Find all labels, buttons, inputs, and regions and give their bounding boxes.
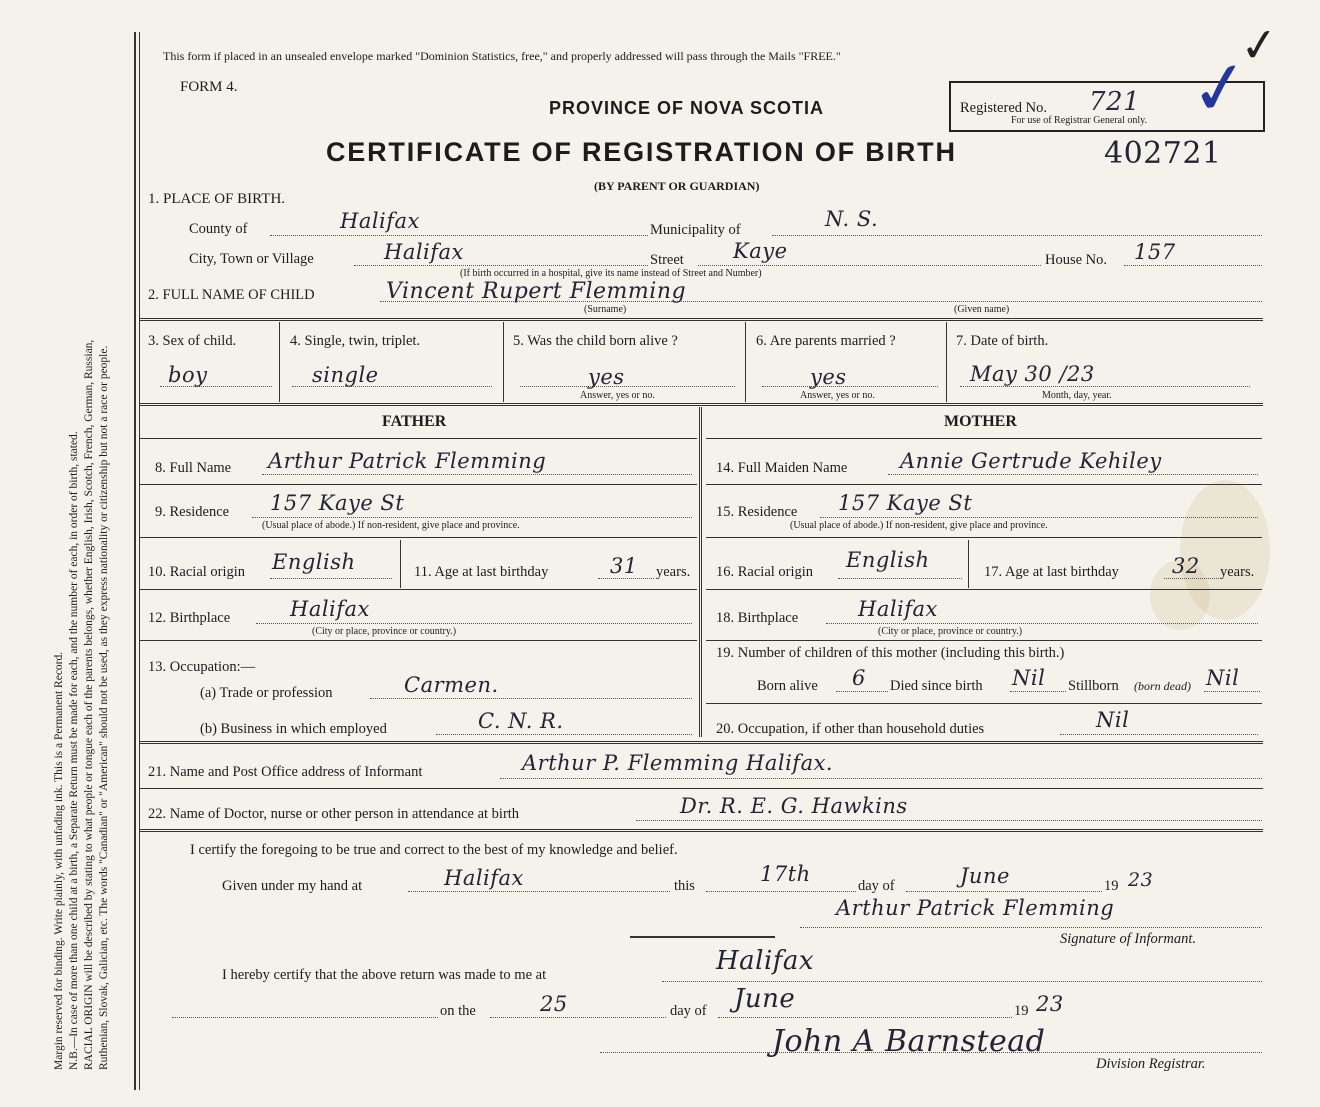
mother-birthplace-note: (City or place, province or country.) bbox=[878, 626, 1023, 637]
registrar-month-value: June bbox=[734, 984, 796, 1014]
single-label: 4. Single, twin, triplet. bbox=[290, 333, 421, 349]
child-name-value: Vincent Rupert Flemming bbox=[386, 279, 687, 304]
given-place-value: Halifax bbox=[444, 866, 524, 890]
margin-note: Ruthenian, Slovak, Galician, etc. The words "Canadian" or "American" should not be used, as they express nationality or citizenship but not a race or people. bbox=[98, 345, 110, 1070]
registrar-year-prefix: 19 bbox=[1014, 1003, 1029, 1019]
form-number: FORM 4. bbox=[180, 79, 238, 95]
surname-note: (Surname) bbox=[584, 304, 627, 315]
municipality-line bbox=[772, 235, 1262, 236]
single-value: single bbox=[312, 363, 379, 387]
binding-margin-line bbox=[134, 32, 136, 1090]
father-birthplace-note: (City or place, province or country.) bbox=[312, 626, 457, 637]
column-divider bbox=[503, 322, 504, 402]
city-label: City, Town or Village bbox=[189, 251, 314, 267]
rule bbox=[139, 484, 697, 485]
registrar-day-line bbox=[490, 1017, 666, 1018]
place-of-birth-label: 1. PLACE OF BIRTH. bbox=[148, 191, 286, 207]
trade-label: (a) Trade or profession bbox=[200, 685, 333, 701]
day-of-label: day of bbox=[858, 878, 895, 894]
born-alive-answer: yes bbox=[588, 365, 625, 389]
informant-signature: Arthur Patrick Flemming bbox=[836, 896, 1115, 920]
rule bbox=[139, 829, 1263, 832]
mother-racial-origin-value: English bbox=[846, 548, 930, 572]
date-of-birth-label: 7. Date of birth. bbox=[956, 333, 1049, 349]
doctor-label: 22. Name of Doctor, nurse or other person in attendance at birth bbox=[148, 806, 520, 822]
business-value: C. N. R. bbox=[478, 709, 564, 733]
father-residence-label: 9. Residence bbox=[155, 504, 230, 520]
father-racial-origin-label: 10. Racial origin bbox=[148, 564, 246, 580]
registrar-place-line bbox=[662, 981, 1262, 982]
year-prefix: 19 bbox=[1104, 878, 1119, 894]
column-divider bbox=[699, 407, 702, 737]
registrar-blank-line bbox=[172, 1017, 438, 1018]
parents-married-label: 6. Are parents married ? bbox=[756, 333, 896, 349]
rule bbox=[139, 788, 1263, 789]
mother-name-line bbox=[888, 474, 1258, 475]
registrar-year-value: 23 bbox=[1036, 992, 1064, 1016]
month-value: June bbox=[960, 864, 1010, 888]
house-number-line bbox=[1124, 265, 1262, 266]
business-line bbox=[436, 734, 692, 735]
father-age-value: 31 bbox=[610, 554, 638, 578]
died-since-birth-value: Nil bbox=[1012, 666, 1046, 690]
column-divider bbox=[400, 540, 401, 588]
father-age-label: 11. Age at last birthday bbox=[414, 564, 549, 580]
informant-label: 21. Name and Post Office address of Informant bbox=[148, 764, 423, 780]
mother-age-value: 32 bbox=[1172, 554, 1200, 578]
registrar-statement: I hereby certify that the above return was made to me at bbox=[222, 967, 547, 983]
pencil-check-icon: ✓ bbox=[1237, 16, 1282, 74]
father-age-unit: years. bbox=[656, 564, 691, 580]
born-alive-count: 6 bbox=[852, 666, 866, 690]
date-of-birth-line bbox=[960, 386, 1250, 387]
mail-note: This form if placed in an unsealed envelope marked "Dominion Statistics, free," and properly addressed will pass through the Mails "FREE." bbox=[163, 49, 841, 63]
rule bbox=[706, 589, 1262, 590]
parents-married-answer: yes bbox=[810, 365, 847, 389]
county-value: Halifax bbox=[340, 209, 420, 233]
born-alive-question-label: 5. Was the child born alive ? bbox=[513, 333, 678, 349]
street-value: Kaye bbox=[733, 239, 788, 263]
given-under-hand-label: Given under my hand at bbox=[222, 878, 363, 894]
mother-birthplace-line bbox=[826, 623, 1258, 624]
rule bbox=[139, 589, 697, 590]
rule bbox=[139, 640, 697, 641]
column-divider bbox=[968, 540, 969, 588]
rule bbox=[139, 318, 1263, 321]
county-line bbox=[270, 235, 648, 236]
occupation-label: 13. Occupation:— bbox=[148, 659, 256, 675]
column-divider bbox=[279, 322, 280, 402]
died-since-birth-label: Died since birth bbox=[890, 678, 983, 694]
given-place-line bbox=[408, 891, 670, 892]
parents-married-line bbox=[762, 386, 938, 387]
born-alive-count-line bbox=[836, 691, 888, 692]
mother-age-label: 17. Age at last birthday bbox=[984, 564, 1119, 580]
informant-value: Arthur P. Flemming Halifax. bbox=[522, 751, 834, 775]
day-line bbox=[706, 891, 856, 892]
certificate-title: CERTIFICATE OF REGISTRATION OF BIRTH bbox=[326, 137, 957, 167]
registered-number-value: 721 bbox=[1089, 87, 1141, 117]
municipality-value: N. S. bbox=[825, 207, 879, 231]
day-value: 17th bbox=[760, 862, 811, 886]
father-racial-origin-value: English bbox=[272, 550, 356, 574]
father-age-line bbox=[598, 578, 654, 579]
house-number-value: 157 bbox=[1134, 240, 1176, 264]
rule bbox=[706, 640, 1262, 641]
mother-residence-line bbox=[820, 517, 1258, 518]
registrar-use-note: For use of Registrar General only. bbox=[1011, 115, 1147, 126]
doctor-value: Dr. R. E. G. Hawkins bbox=[680, 794, 908, 818]
mother-heading: MOTHER bbox=[944, 413, 1017, 430]
father-birthplace-value: Halifax bbox=[290, 597, 370, 621]
date-of-birth-value: May 30 /23 bbox=[970, 362, 1095, 386]
rule bbox=[139, 438, 697, 439]
sex-label: 3. Sex of child. bbox=[148, 333, 237, 349]
business-label: (b) Business in which employed bbox=[200, 721, 387, 737]
on-the-label: on the bbox=[440, 1003, 476, 1019]
trade-line bbox=[370, 698, 692, 699]
informant-line bbox=[500, 778, 1262, 779]
rule bbox=[630, 936, 775, 938]
father-name-value: Arthur Patrick Flemming bbox=[268, 449, 547, 473]
mother-racial-origin-line bbox=[838, 578, 962, 579]
rule bbox=[139, 741, 1263, 744]
registrar-caption: Division Registrar. bbox=[1096, 1056, 1206, 1072]
father-residence-value: 157 Kaye St bbox=[270, 491, 405, 515]
margin-note: N.B.—In case of more than one child at a birth, a Separate Return must be made for each, and the number of each, in order of birth, stated. bbox=[68, 431, 80, 1070]
mother-age-line bbox=[1164, 578, 1219, 579]
mother-residence-label: 15. Residence bbox=[716, 504, 798, 520]
registrar-place-value: Halifax bbox=[716, 946, 815, 976]
municipality-label: Municipality of bbox=[650, 222, 741, 238]
mother-birthplace-label: 18. Birthplace bbox=[716, 610, 799, 626]
mother-residence-value: 157 Kaye St bbox=[838, 491, 973, 515]
margin-note: RACIAL ORIGIN will be described by stating to what people or tongue each of the parents belongs, whether English, Irish, Scotch, French, German, Russian, bbox=[83, 339, 95, 1070]
mother-occupation-value: Nil bbox=[1096, 708, 1130, 732]
city-value: Halifax bbox=[384, 240, 464, 264]
doctor-line bbox=[636, 820, 1262, 821]
father-heading: FATHER bbox=[382, 413, 447, 430]
father-racial-origin-line bbox=[270, 578, 392, 579]
street-label: Street bbox=[650, 252, 684, 268]
child-name-label: 2. FULL NAME OF CHILD bbox=[148, 287, 315, 303]
margin-notes bbox=[52, 40, 112, 1070]
certification-statement: I certify the foregoing to be true and correct to the best of my knowledge and belief. bbox=[190, 842, 678, 858]
column-divider bbox=[745, 322, 746, 402]
mother-occupation-line bbox=[1060, 734, 1258, 735]
this-label: this bbox=[674, 878, 695, 894]
month-line bbox=[906, 891, 1102, 892]
mother-name-value: Annie Gertrude Kehiley bbox=[900, 449, 1162, 473]
stillborn-note: (born dead) bbox=[1134, 679, 1191, 693]
stillborn-line bbox=[1204, 691, 1260, 692]
answer-note: Answer, yes or no. bbox=[580, 390, 655, 401]
year-value: 23 bbox=[1128, 869, 1154, 891]
hospital-note: (If birth occurred in a hospital, give its name instead of Street and Number) bbox=[460, 268, 762, 279]
mother-racial-origin-label: 16. Racial origin bbox=[716, 564, 814, 580]
stillborn-label: Stillborn bbox=[1068, 678, 1119, 694]
margin-note: Margin reserved for binding. Write plainly, with unfading ink. This is a Permanent Record. bbox=[53, 651, 65, 1070]
mother-residence-note: (Usual place of abode.) If non-resident, give place and province. bbox=[790, 520, 1048, 531]
born-alive-line bbox=[520, 386, 735, 387]
house-number-label: House No. bbox=[1045, 252, 1108, 268]
registered-number-label: Registered No. bbox=[960, 100, 1047, 116]
city-line bbox=[354, 265, 648, 266]
rule bbox=[139, 403, 1263, 406]
father-name-line bbox=[262, 474, 692, 475]
binding-margin-line bbox=[139, 32, 140, 1090]
certificate-number: 402721 bbox=[1104, 136, 1222, 171]
county-label: County of bbox=[189, 221, 248, 237]
born-alive-label: Born alive bbox=[757, 678, 818, 694]
rule bbox=[706, 703, 1262, 704]
mother-age-unit: years. bbox=[1220, 564, 1255, 580]
date-format-note: Month, day, year. bbox=[1042, 390, 1112, 401]
father-birthplace-line bbox=[256, 623, 692, 624]
stillborn-value: Nil bbox=[1206, 666, 1240, 690]
province-heading: PROVINCE OF NOVA SCOTIA bbox=[549, 98, 825, 118]
sex-value: boy bbox=[168, 363, 208, 387]
trade-value: Carmen. bbox=[404, 673, 499, 697]
given-name-note: (Given name) bbox=[954, 304, 1010, 315]
rule bbox=[706, 537, 1262, 538]
father-birthplace-label: 12. Birthplace bbox=[148, 610, 231, 626]
children-count-label: 19. Number of children of this mother (including this birth.) bbox=[716, 645, 1065, 661]
street-line bbox=[698, 265, 1041, 266]
mother-name-label: 14. Full Maiden Name bbox=[716, 460, 848, 476]
informant-signature-caption: Signature of Informant. bbox=[1060, 931, 1197, 947]
registrar-day-of-label: day of bbox=[670, 1003, 707, 1019]
mother-occupation-label: 20. Occupation, if other than household duties bbox=[716, 721, 985, 737]
column-divider bbox=[946, 322, 947, 402]
registrar-signature: John A Barnstead bbox=[772, 1024, 1046, 1059]
certificate-subtitle: (BY PARENT OR GUARDIAN) bbox=[594, 179, 760, 193]
rule bbox=[139, 537, 697, 538]
father-residence-note: (Usual place of abode.) If non-resident, give place and province. bbox=[262, 520, 520, 531]
died-since-birth-line bbox=[1010, 691, 1066, 692]
mother-birthplace-value: Halifax bbox=[858, 597, 938, 621]
registrar-month-line bbox=[718, 1017, 1012, 1018]
answer-note: Answer, yes or no. bbox=[800, 390, 875, 401]
rule bbox=[706, 438, 1262, 439]
checkmark-icon: ✓ bbox=[1184, 42, 1256, 134]
registrar-day-value: 25 bbox=[540, 992, 568, 1016]
father-residence-line bbox=[252, 517, 692, 518]
father-name-label: 8. Full Name bbox=[155, 460, 232, 476]
rule bbox=[706, 484, 1262, 485]
informant-signature-line bbox=[800, 927, 1262, 928]
